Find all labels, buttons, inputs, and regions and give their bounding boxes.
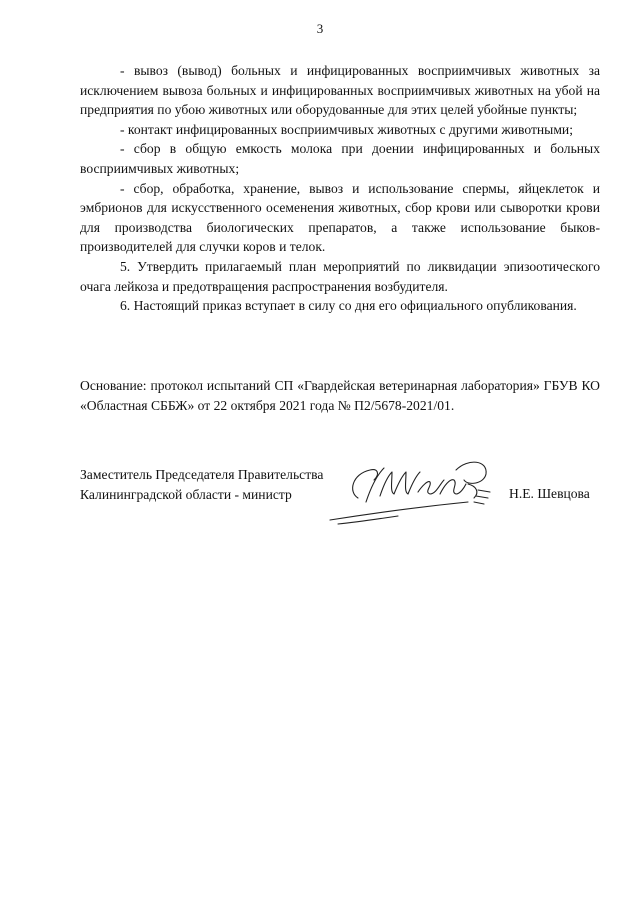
signer-title	[80, 465, 323, 504]
paragraph-export-ban: - вывоз (вывод) больных и инфицированных восприимчивых животных за исключением вывоза больных и инфицированных восприимчивых животных на убой на предприятия по убою животных или оборудованные для этих целей убойные пункты;	[80, 63, 600, 118]
signer-title-line-1: Заместитель Председателя Правительства	[80, 467, 324, 482]
signer-name: Н.Е. Шевцова	[509, 486, 590, 501]
basis-note: Основание: протокол испытаний СП «Гвардейская ветеринарная лаборатория» ГБУВ КО «Областная СББЖ» от 22 октября 2021 года № П2/5678-2021/01.	[80, 378, 600, 413]
paragraph-milk-ban: - сбор в общую емкость молока при доении инфицированных и больных восприимчивых животных;	[80, 141, 600, 176]
page-number: 3	[316, 21, 324, 36]
order-body	[80, 61, 600, 316]
signer-title-line-2: Калининградской области - министр	[80, 486, 292, 502]
paragraph-item-5: 5. Утвердить прилагаемый план мероприятий по ликвидации эпизоотического очага лейкоза и предотвращения распространения возбудителя.	[80, 258, 600, 294]
paragraph-contact-ban: - контакт инфицированных восприимчивых животных с другими животными;	[120, 121, 573, 137]
handwritten-signature	[318, 440, 498, 530]
paragraph-item-6: 6. Настоящий приказ вступает в силу со дня его официального опубликования.	[120, 298, 577, 314]
paragraph-semen-ban: - сбор, обработка, хранение, вывоз и использование спермы, яйцеклеток и эмбрионов для искусственного осеменения животных, сбор крови или сыворотки крови для производства биологических препаратов, а также использование быков-производителей для случки коров и телок.	[80, 180, 600, 255]
